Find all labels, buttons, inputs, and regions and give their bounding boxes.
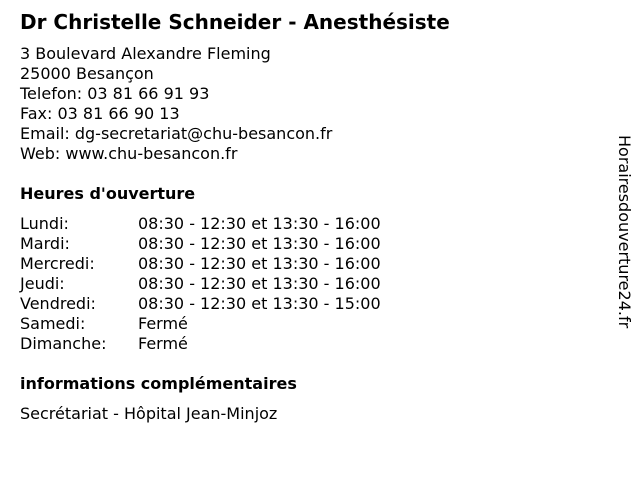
- day-label: Jeudi:: [20, 274, 65, 293]
- time-value: 08:30 - 12:30 et 13:30 - 16:00: [138, 274, 381, 293]
- phone-number: Telefon: 03 81 66 91 93: [20, 84, 210, 103]
- time-value: 08:30 - 12:30 et 13:30 - 16:00: [138, 234, 381, 253]
- opening-hours-table: [20, 214, 381, 354]
- day-label: Dimanche:: [20, 334, 107, 353]
- hours-row-wednesday: [20, 254, 381, 274]
- time-value: 08:30 - 12:30 et 13:30 - 15:00: [138, 294, 381, 313]
- hours-row-tuesday: [20, 234, 381, 254]
- day-label: Vendredi:: [20, 294, 96, 313]
- hours-row-monday: [20, 214, 381, 234]
- additional-info-text: Secrétariat - Hôpital Jean-Minjoz: [20, 404, 278, 423]
- opening-hours-heading: Heures d'ouverture: [20, 184, 196, 203]
- site-watermark: Horairesdouverture24.fr: [615, 135, 634, 329]
- hours-row-saturday: [20, 314, 381, 334]
- fax-number: Fax: 03 81 66 90 13: [20, 104, 180, 123]
- page-title: Dr Christelle Schneider - Anesthésiste: [20, 10, 450, 34]
- day-label: Mardi:: [20, 234, 70, 253]
- time-value: 08:30 - 12:30 et 13:30 - 16:00: [138, 214, 381, 233]
- contact-block: [20, 44, 332, 164]
- email-address: Email: dg-secretariat@chu-besancon.fr: [20, 124, 333, 143]
- day-label: Samedi:: [20, 314, 86, 333]
- additional-info-heading: informations complémentaires: [20, 374, 297, 393]
- time-value: Fermé: [138, 334, 188, 353]
- time-value: Fermé: [138, 314, 188, 333]
- address-city: 25000 Besançon: [20, 64, 154, 83]
- website: Web: www.chu-besancon.fr: [20, 144, 238, 163]
- time-value: 08:30 - 12:30 et 13:30 - 16:00: [138, 254, 381, 273]
- day-label: Lundi:: [20, 214, 69, 233]
- address-street: 3 Boulevard Alexandre Fleming: [20, 44, 271, 63]
- hours-row-friday: [20, 294, 381, 314]
- hours-row-thursday: [20, 274, 381, 294]
- hours-row-sunday: [20, 334, 381, 354]
- day-label: Mercredi:: [20, 254, 95, 273]
